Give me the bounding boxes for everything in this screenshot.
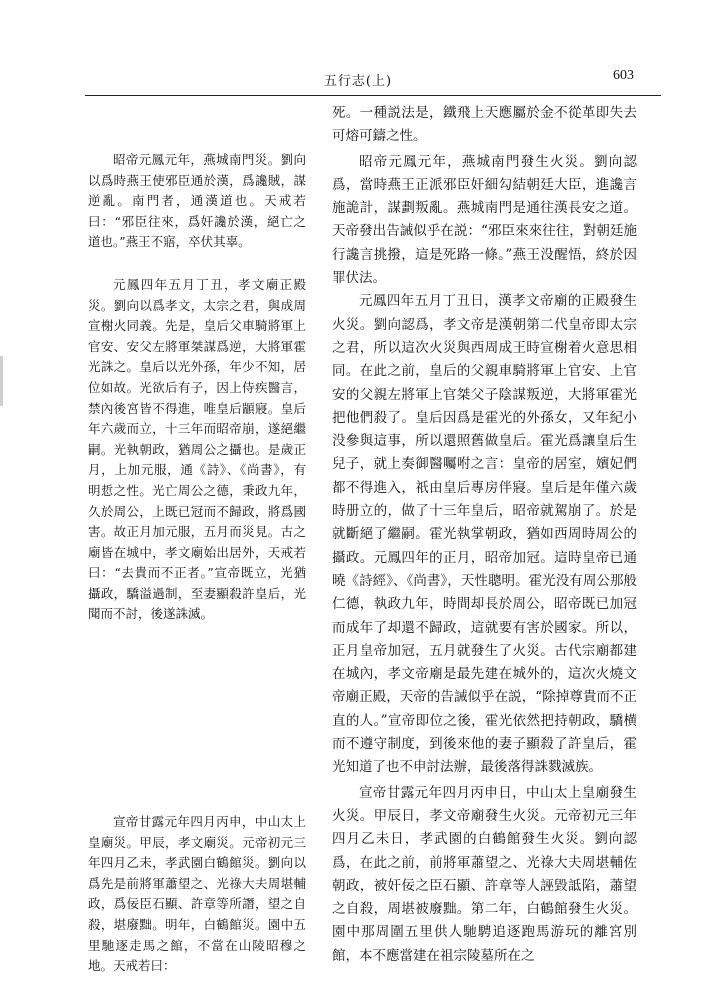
classical-paragraph-2: 元鳳四年五月丁丑，孝文廟正殿災。劉向以爲孝文，太宗之君，與成周宣榭火同義。先是，皇后父車騎將軍上官安、安父左將軍桀謀爲逆，大將軍霍光誅之。皇后以光外孫，年少不知，居位如故。光欲后有子，因上侍疾醫言，禁內後宮皆不得進，唯皇后顓寢。皇后年六歲而立，十三年而昭帝崩，遂絕繼嗣。光執朝政，猶周公之攝也。是歲正月，上加元服，通《詩》、《尚書》，有明悊之性。光亡周公之德，秉政九年，久於周公，上既已冠而不歸政，將爲國害。故正月加元服，五月而災見。古之廟皆在城中，孝文廟始出居外，天戒若曰：“去貴而不正者。”宣帝既立，光猶攝政，驕溢過制，至妻顯殺許皇后，光聞而不討，後遂誅滅。 xyxy=(88,276,306,622)
translation-paragraph-4: 宣帝甘露元年四月丙申日，中山太上皇廟發生火災。甲辰日，孝文帝廟發生火災。元帝初元三年四月乙未日，孝武園的白鶴館發生火災。劉向認爲，在此之前，前將軍蕭望之、光祿大夫周堪輔佐朝政，被奸佞之臣石顯、許章等人誣毀詆陷，蕭望之自殺，周堪被廢黜。第二年，白鶴館發生火災。園中那周圍五里供人馳騁追逐跑馬游玩的離宮別館，本不應當建在祖宗陵墓所在之 xyxy=(332,784,637,964)
classical-text-column xyxy=(88,150,306,977)
translation-column xyxy=(332,102,637,968)
page-header xyxy=(60,68,656,90)
running-head-title: 五行志(上) xyxy=(323,74,393,89)
classical-paragraph-1: 昭帝元鳳元年，燕城南門災。劉向以爲時燕王使邪臣通於漢，爲讒賊，謀逆亂。南門者，通漢道也。天戒若曰：“邪臣往來，爲奸讒於漢，絕亡之道也。”燕王不寤，卒伏其辜。 xyxy=(88,152,306,250)
scan-edge-mark xyxy=(0,356,3,406)
page-number: 603 xyxy=(613,68,634,83)
classical-paragraph-3: 宣帝甘露元年四月丙申，中山太上皇廟災。甲辰，孝文廟災。元帝初元三年四月乙未，孝武園白鶴館災。劉向以爲先是前將軍蕭望之、光祿大夫周堪輔政，爲佞臣石顯、許章等所譖，望之自殺，堪廢黜。明年，白鶴館災。園中五里馳逐走馬之館，不當在山陵昭穆之地。天戒若曰： xyxy=(88,814,306,974)
translation-paragraph-2: 昭帝元鳳元年，燕城南門發生火災。劉向認爲，當時燕王正派邪臣奸細勾結朝廷大臣，進讒言施詭計，謀劃叛亂。燕城南門是通往漢長安之道。天帝發出告誡似乎在説：“邪臣來來往往，對朝廷施行讒言挑撥，這是死路一條。”燕王没醒悟，終於因罪伏法。 xyxy=(332,153,637,287)
header-rule xyxy=(85,95,661,96)
translation-paragraph-3: 元鳳四年五月丁丑日，漢孝文帝廟的正殿發生火災。劉向認爲，孝文帝是漢朝第二代皇帝即太宗之君，所以這次火災與西周成王時宣榭着火意思相同。在此之前，皇后的父親車騎將軍上官安、上官安的父親左將軍上官桀父子陰謀叛逆，大將軍霍光把他們殺了。皇后因爲是霍光的外孫女，又年紀小没參與這事，所以還照舊做皇后。霍光爲讓皇后生兒子，就上奏御醫囑咐之言：皇帝的居室，嬪妃們都不得進入，祇由皇后專房伴寢。皇后是年僅六歲時册立的，做了十三年皇后，昭帝就駕崩了。於是就斷絕了繼嗣。霍光執掌朝政，猶如西周時周公的攝政。元鳳四年的正月，昭帝加冠。這時皇帝已通曉《詩經》、《尚書》，天性聰明。霍光没有周公那般仁德，執政九年，時間却長於周公，昭帝既已加冠而成年了却還不歸政，這就要有害於國家。所以，正月皇帝加冠，五月就發生了火災。古代宗廟都建在城內，孝文帝廟是最先建在城外的，這次火燒文帝廟正殿，天帝的告誡似乎在説，“除掉尊貴而不正直的人。”宣帝即位之後，霍光依然把持朝政，驕横而不遵守制度，到後來他的妻子顯殺了許皇后，霍光知道了也不申討法辦，最後落得誅戮滅族。 xyxy=(332,293,637,776)
translation-paragraph-1: 死。一種説法是，鐵飛上天應屬於金不從革即失去可熔可鑄之性。 xyxy=(332,105,637,145)
